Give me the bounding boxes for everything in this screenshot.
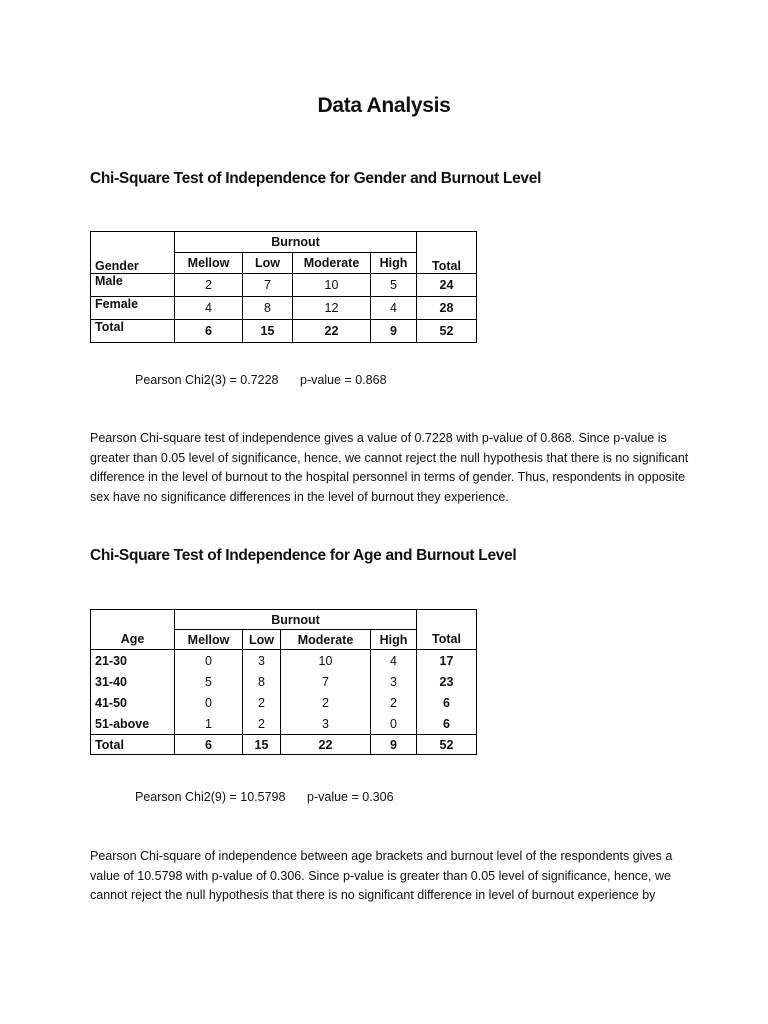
row-header: Age xyxy=(91,630,175,650)
row-label: Total xyxy=(91,320,175,343)
table-row xyxy=(91,671,477,692)
table-cell: 15 xyxy=(243,320,293,343)
page-title: Data Analysis xyxy=(317,94,451,117)
total-header: Total xyxy=(417,630,477,650)
column-header: Low xyxy=(243,253,293,274)
table-cell: 2 xyxy=(281,692,371,713)
column-header: Moderate xyxy=(281,630,371,650)
p-value: p-value = 0.306 xyxy=(307,790,394,804)
table-cell: 2 xyxy=(371,692,417,713)
table-cell: 10 xyxy=(293,274,371,297)
row-label: 41-50 xyxy=(91,692,175,713)
row-total: 6 xyxy=(417,713,477,735)
table-corner xyxy=(91,232,175,253)
table-cell: 0 xyxy=(175,692,243,713)
table-cell: 7 xyxy=(243,274,293,297)
table-cell: 3 xyxy=(243,650,281,672)
row-label: Male xyxy=(91,274,175,297)
interpretation-paragraph: Pearson Chi-square of independence between age brackets and burnout level of the respondents gives a value of 10.5798 with p-value of 0.306. Since p-value is greater than 0.05 level of significance, hence, we cannot reject the null hypothesis that there is no significant difference in level of burnout experience by xyxy=(90,849,673,902)
table-cell: 8 xyxy=(243,297,293,320)
table-cell: 0 xyxy=(175,650,243,672)
row-total: 24 xyxy=(417,274,477,297)
group-header: Burnout xyxy=(175,232,417,253)
table-cell: 15 xyxy=(243,735,281,755)
table-cell: 4 xyxy=(371,650,417,672)
table-cell: 22 xyxy=(281,735,371,755)
table-cell: 6 xyxy=(175,320,243,343)
table-corner xyxy=(91,610,175,630)
table-cell: 4 xyxy=(371,297,417,320)
table-cell: 2 xyxy=(243,713,281,735)
age-burnout-table xyxy=(90,609,477,755)
row-total: 23 xyxy=(417,671,477,692)
table-row xyxy=(91,692,477,713)
row-header: Gender xyxy=(91,253,175,274)
table-row xyxy=(91,735,477,755)
table-row xyxy=(91,713,477,735)
total-header: Total xyxy=(417,253,477,274)
column-header: High xyxy=(371,630,417,650)
column-header: Low xyxy=(243,630,281,650)
group-header: Burnout xyxy=(175,610,417,630)
table-cell: 10 xyxy=(281,650,371,672)
table-cell: 6 xyxy=(175,735,243,755)
column-header: Moderate xyxy=(293,253,371,274)
row-total: 17 xyxy=(417,650,477,672)
row-label: Female xyxy=(91,297,175,320)
chi-value: Pearson Chi2(3) = 0.7228 xyxy=(135,373,279,387)
table-row xyxy=(91,650,477,672)
table-cell: 5 xyxy=(175,671,243,692)
table-cell: 3 xyxy=(281,713,371,735)
table-cell: 8 xyxy=(243,671,281,692)
row-label: Total xyxy=(91,735,175,755)
table-cell: 9 xyxy=(371,320,417,343)
column-header: Mellow xyxy=(175,253,243,274)
row-label: 31-40 xyxy=(91,671,175,692)
table-cell: 22 xyxy=(293,320,371,343)
row-total: 28 xyxy=(417,297,477,320)
chi-square-result xyxy=(135,373,387,387)
total-header-top xyxy=(417,610,477,630)
total-header-top xyxy=(417,232,477,253)
column-header: High xyxy=(371,253,417,274)
table-row xyxy=(91,320,477,343)
table-row xyxy=(91,297,477,320)
row-label: 21-30 xyxy=(91,650,175,672)
row-label: 51-above xyxy=(91,713,175,735)
table-cell: 2 xyxy=(175,274,243,297)
table-cell: 7 xyxy=(281,671,371,692)
row-total: 6 xyxy=(417,692,477,713)
interpretation-paragraph: Pearson Chi-square test of independence gives a value of 0.7228 with p-value of 0.868. Since p-value is greater than 0.05 level of significance, hence, we cannot reject the null hypothesis that there is no significant difference in the level of burnout to the hospital personnel in terms of gender. Thus, respondents in opposite sex have no significance differences in the level of burnout they experience. xyxy=(90,431,689,504)
table-cell: 9 xyxy=(371,735,417,755)
chi-square-result xyxy=(135,790,394,804)
chi-value: Pearson Chi2(9) = 10.5798 xyxy=(135,790,286,804)
section-heading-age: Chi-Square Test of Independence for Age and Burnout Level xyxy=(90,547,517,564)
table-row xyxy=(91,274,477,297)
section-heading-gender: Chi-Square Test of Independence for Gender and Burnout Level xyxy=(90,170,542,187)
table-cell: 1 xyxy=(175,713,243,735)
gender-burnout-table xyxy=(90,231,477,343)
table-cell: 4 xyxy=(175,297,243,320)
row-total: 52 xyxy=(417,320,477,343)
table-cell: 12 xyxy=(293,297,371,320)
table-cell: 0 xyxy=(371,713,417,735)
table-cell: 5 xyxy=(371,274,417,297)
p-value: p-value = 0.868 xyxy=(300,373,387,387)
table-cell: 3 xyxy=(371,671,417,692)
table-cell: 2 xyxy=(243,692,281,713)
column-header: Mellow xyxy=(175,630,243,650)
row-total: 52 xyxy=(417,735,477,755)
